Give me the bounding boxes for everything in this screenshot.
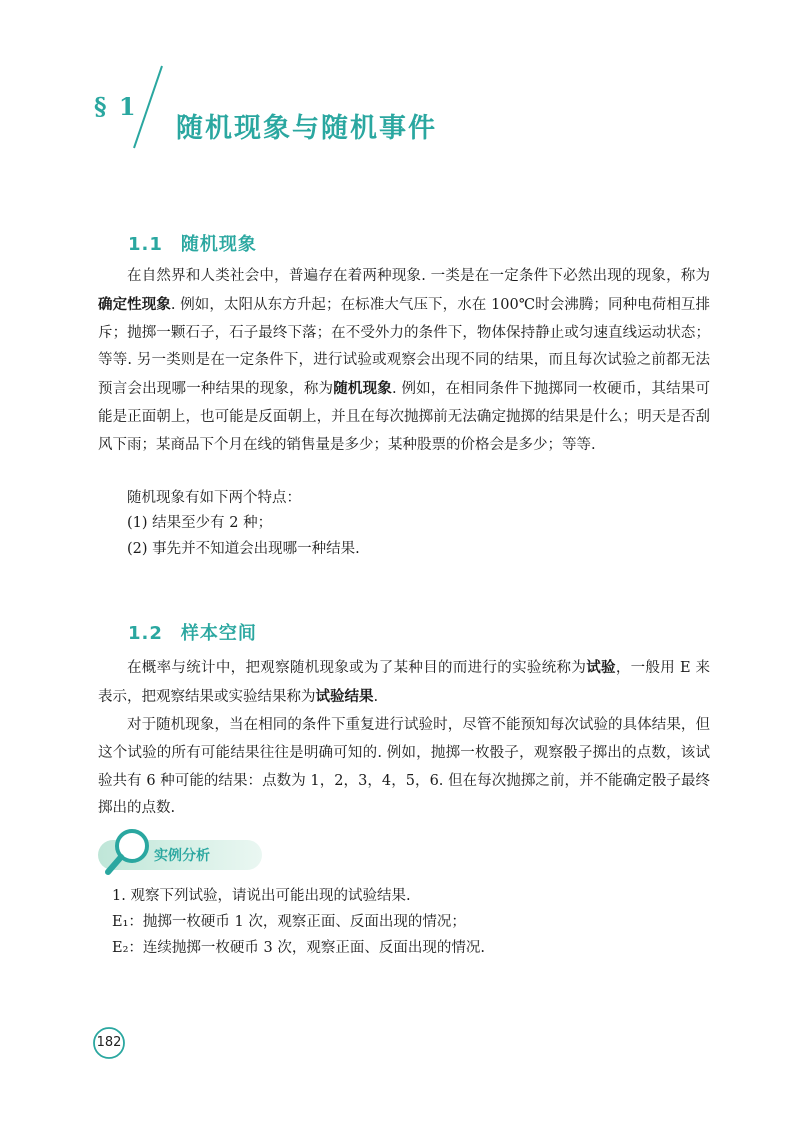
chapter-number: § 1	[94, 92, 138, 121]
text-run: . 例如，在相同条件下抛掷同一枚硬币，其结果可能是正面朝上，也可能是反面朝上，并且在每次抛掷前无法确定抛掷的结果是什么；明天是否刮风下雨；某商品下个月在线的销售量是多少；某种股票的价格会是多少；等等.	[98, 381, 711, 453]
chapter-title: 随机现象与随机事件	[176, 113, 437, 144]
magnifier-icon	[98, 824, 158, 880]
text-run: ，一般用 E 来表示，把观察结果或实验结果称为	[98, 660, 710, 705]
paragraph	[98, 654, 710, 712]
key-term: 试验	[586, 659, 616, 676]
section-heading	[128, 230, 257, 256]
key-term: 试验结果	[315, 687, 374, 705]
section-number: 1.1	[128, 234, 163, 255]
text-run: . 例如，太阳从东方升起；在标准大气压下，水在 100℃时会沸腾；同种电荷相互排斥；抛掷一颗石子，石子最终下落；在不受外力的条件下，物体保持静止或匀速直线运动状态；等等. 另一类则是在一定条件下，进行试验或观察会出现不同的结果，而且每次试验之前都无法预言会出现哪一种结果的现象，称为	[98, 296, 710, 398]
key-term: 随机现象	[333, 380, 393, 398]
section-heading	[128, 619, 257, 645]
text-run: 在自然界和人类社会中，普遍存在着两种现象. 一类是在一定条件下必然出现的现象，称为	[127, 268, 710, 284]
paragraph	[98, 263, 710, 460]
section-number: 1.2	[128, 623, 163, 644]
feature-item: (2) 事先并不知道会出现哪一种结果.	[127, 541, 360, 557]
example-label: 实例分析	[154, 848, 210, 864]
page-number: 182	[96, 1035, 122, 1050]
key-term: 确定性现象	[98, 295, 171, 313]
page-number-badge	[92, 1026, 126, 1060]
example-item: E₁：抛掷一枚硬币 1 次，观察正面、反面出现的情况；	[112, 914, 466, 930]
example-question: 1. 观察下列试验，请说出可能出现的试验结果.	[112, 888, 411, 904]
section-title: 样本空间	[180, 623, 257, 644]
chapter-divider	[128, 62, 168, 152]
text-run: 对于随机现象，当在相同的条件下重复进行试验时，尽管不能预知每次试验的具体结果，但这个试验的所有可能结果往往是明确可知的. 例如，抛掷一枚骰子，观察骰子掷出的点数，该试验共有 6 种可能的结果：点数为 1，2，3，4，5，6. 但在每次抛掷之前，并不能确定骰子最终掷出的点数.	[98, 717, 710, 817]
section-title: 随机现象	[180, 234, 257, 255]
feature-item: (1) 结果至少有 2 种；	[127, 515, 273, 531]
text-run: 在概率与统计中，把观察随机现象或为了某种目的而进行的实验统称为	[127, 660, 587, 676]
paragraph	[98, 712, 710, 823]
example-item: E₂：连续抛掷一枚硬币 3 次，观察正面、反面出现的情况.	[112, 940, 485, 956]
text-run: .	[373, 688, 379, 705]
features-intro: 随机现象有如下两个特点：	[127, 490, 301, 506]
